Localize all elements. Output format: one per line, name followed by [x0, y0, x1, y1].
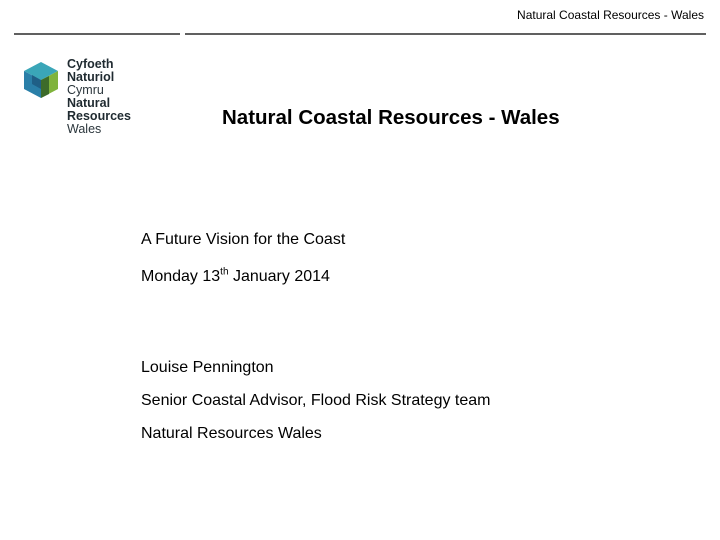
logo-line-4: Natural	[67, 96, 111, 110]
presenter-organisation: Natural Resources Wales	[141, 425, 322, 442]
logo-line-6: Wales	[67, 122, 102, 136]
slide-title: Natural Coastal Resources - Wales	[222, 106, 560, 129]
logo-line-3: Cymru	[67, 83, 104, 97]
date-suffix: January 2014	[228, 268, 330, 285]
header-rule-left	[14, 33, 180, 35]
presenter-name: Louise Pennington	[141, 359, 274, 376]
header-rule-right	[185, 33, 706, 35]
subtitle: A Future Vision for the Coast	[141, 231, 346, 248]
event-date	[141, 268, 330, 286]
logo-wordmark	[67, 58, 131, 136]
date-prefix: Monday 13	[141, 268, 221, 285]
nrw-logo-icon	[22, 60, 60, 100]
running-header: Natural Coastal Resources - Wales	[517, 8, 704, 22]
logo-line-2: Naturiol	[67, 70, 115, 84]
logo-line-5: Resources	[67, 109, 131, 123]
nrw-logo	[22, 58, 152, 142]
date-ordinal: th	[220, 266, 229, 278]
presenter-role: Senior Coastal Advisor, Flood Risk Strategy team	[141, 392, 491, 409]
logo-line-1: Cyfoeth	[67, 57, 114, 71]
